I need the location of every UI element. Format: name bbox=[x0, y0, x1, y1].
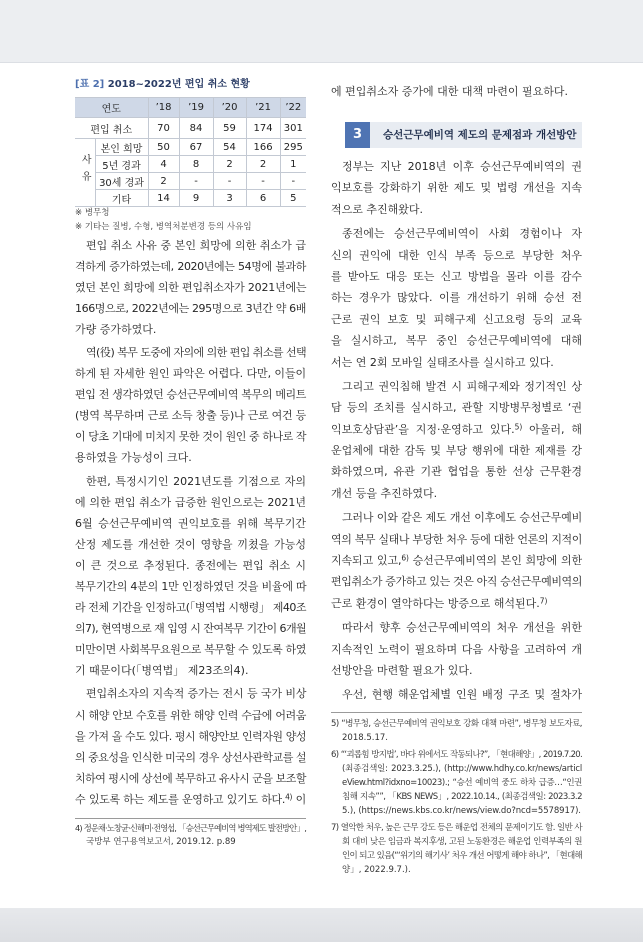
row-label: 기타 bbox=[95, 190, 148, 207]
text-line: 개선 등을 추진하였다. bbox=[331, 486, 438, 500]
text-line: 치하여 평시에 상선에 복무하고 유사시 군을 보조할 bbox=[75, 771, 306, 785]
table-cell: 14 bbox=[148, 190, 179, 207]
table-row-total bbox=[75, 118, 306, 139]
text-line: 을 실시하고, 복무 중인 승선근무예비역에 대해 bbox=[331, 334, 582, 348]
footnote-ref: 7) bbox=[539, 596, 548, 606]
text-segment: 지속되고 있고, bbox=[331, 554, 402, 568]
paragraph bbox=[75, 471, 306, 682]
text-line: (병역 복무하며 근로 소득 창출 등)나 근로 여건 등 bbox=[75, 409, 306, 423]
footnote-divider bbox=[331, 712, 582, 713]
paragraph bbox=[75, 683, 306, 810]
paragraph bbox=[331, 223, 582, 373]
paragraph bbox=[75, 235, 306, 340]
footnote bbox=[331, 821, 582, 877]
text-line: 6월 승선근무예비역 권익보호를 위해 복무기간 bbox=[75, 516, 306, 530]
footnote-ref: 6) bbox=[401, 553, 409, 563]
text-line: 미만이면 사회복무요원으로 복무할 수 있도록 하였 bbox=[75, 643, 306, 657]
table-cell: - bbox=[280, 173, 306, 190]
text-line: 편입취소자의 지속적 증가는 전시 등 국가 비상 bbox=[86, 687, 307, 701]
text-line: 이 당초 기대에 미치지 못한 것이 원인 중 하나로 작 bbox=[75, 430, 306, 444]
header-year: ’19 bbox=[179, 98, 213, 118]
cancellation-table bbox=[75, 97, 306, 207]
row-label: 30세 경과 bbox=[95, 173, 148, 190]
text-line: 였던 본인 희망에 의한 편입취소자가 2021년에는 bbox=[75, 280, 307, 294]
table-cell: 54 bbox=[213, 139, 246, 156]
text-line: 적으로 추진해왔다. bbox=[331, 202, 424, 216]
footnote bbox=[75, 821, 306, 849]
table-caption bbox=[75, 78, 306, 92]
text-line bbox=[75, 789, 306, 810]
footnote-line: eView.html?idxno=10023).; “승선 예비역 중도 하차 급증…“인권 bbox=[342, 778, 582, 788]
text-line: 운업체에 대한 감독 및 부당 행위에 대한 제재를 강 bbox=[331, 444, 582, 458]
text-line: 익보호를 강화하기 위한 제도 및 법령 개선을 지속 bbox=[331, 181, 582, 195]
text-line: 시 해양 안보 수호를 위한 해양 인력 수급에 어려움 bbox=[75, 708, 306, 722]
section-title: 승선근무예비역 제도의 문제점과 개선방안 bbox=[370, 122, 582, 148]
table-header-row bbox=[75, 98, 306, 118]
paragraph bbox=[331, 376, 582, 504]
stat-table bbox=[75, 97, 306, 207]
text-line: 선방안을 마련할 필요가 있다. bbox=[331, 663, 473, 677]
footnote bbox=[331, 748, 582, 818]
header-band bbox=[0, 0, 643, 63]
table-row bbox=[75, 156, 306, 173]
table-cell: 174 bbox=[246, 118, 280, 139]
table-cell: 8 bbox=[179, 156, 213, 173]
text-line: 가량 증가하였다. bbox=[75, 322, 157, 336]
table-number: [표 2] bbox=[75, 79, 105, 90]
text-line bbox=[331, 593, 582, 614]
text-segment: 승선근무예비역의 본인 희망에 의한 bbox=[408, 554, 582, 568]
table-cell: 50 bbox=[148, 139, 179, 156]
table-cell: - bbox=[246, 173, 280, 190]
table-cell: 70 bbox=[148, 118, 179, 139]
right-footnotes bbox=[331, 717, 582, 877]
table-row bbox=[75, 173, 306, 190]
text-line: 하게 된 자세한 원인 파악은 어렵다. 다만, 이들이 bbox=[75, 367, 306, 381]
paragraph bbox=[331, 617, 582, 681]
table-cell: 9 bbox=[179, 190, 213, 207]
table-cell: - bbox=[179, 173, 213, 190]
table-row bbox=[75, 190, 306, 207]
table-cell: 2 bbox=[148, 173, 179, 190]
table-cell: 84 bbox=[179, 118, 213, 139]
text-line: 에 편입취소자 증가에 대한 대책 마련이 필요하다. bbox=[331, 85, 568, 98]
text-line: 이 큰 것으로 추정된다. 종전에는 편입 취소 시 bbox=[75, 558, 306, 572]
text-line: 에 의한 편입 취소가 급증한 원인으로는 2021년 bbox=[75, 495, 306, 509]
footnote-line: (최종검색일: 2023.3.25.), (http://www.hdhy.co.kr/news/articl bbox=[342, 764, 582, 774]
footnote-line: 5) “병무청, 승선근무예비역 권익보호 강화 대책 마련”, 병무청 보도자료, bbox=[331, 719, 582, 729]
text-line: 그리고 권익침해 발견 시 피해구제와 정기적인 상 bbox=[342, 379, 582, 393]
header-year: ’18 bbox=[148, 98, 179, 118]
table-cell: 3 bbox=[213, 190, 246, 207]
text-line: 기 때문이다(「병역법」 제23조의4). bbox=[75, 664, 249, 678]
text-line: 따라서 향후 승선근무예비역의 처우 개선을 위한 bbox=[342, 621, 582, 635]
paragraph bbox=[75, 342, 306, 469]
text-line: 를 받아도 대응 또는 신고 방법을 몰라 이를 감수 bbox=[331, 269, 582, 283]
text-line: 편입취소가 증가하고 있는 것은 아직 승선근무예비역의 bbox=[331, 575, 582, 589]
paragraph bbox=[331, 684, 582, 705]
footer-band bbox=[0, 908, 643, 942]
text-segment: 이 bbox=[292, 792, 306, 806]
table-cell: 5 bbox=[280, 190, 306, 207]
header-year: ’20 bbox=[213, 98, 246, 118]
header-year: ’22 bbox=[280, 98, 306, 118]
footnote-ref: 4) bbox=[285, 792, 293, 802]
table-notes bbox=[75, 206, 306, 234]
footnote-line: 5.), (https://news.kbs.co.kr/news/view.do?ncd=5578917). bbox=[342, 806, 581, 816]
text-line bbox=[331, 550, 582, 571]
text-line: 정부는 지난 2018년 이후 승선근무예비역의 권 bbox=[342, 160, 582, 173]
group-label: 사유 bbox=[79, 154, 91, 188]
table-cell: 2 bbox=[213, 156, 246, 173]
paragraph bbox=[331, 507, 582, 614]
table-cell: 6 bbox=[246, 190, 280, 207]
text-line: 을 가져 올 수도 있다. 평시 해양안보 인력자원 양성 bbox=[75, 729, 306, 743]
text-line: 우선, 현행 해운업체별 인원 배정 구조 및 절차가 bbox=[342, 688, 582, 702]
table-cell: 1 bbox=[280, 156, 306, 173]
row-label: 편입 취소 bbox=[75, 118, 148, 139]
paragraph bbox=[331, 156, 582, 220]
table-cell: 67 bbox=[179, 139, 213, 156]
text-line: 용하였을 가능성이 크다. bbox=[75, 451, 192, 465]
footnote-line: 인이 되고 있음(“‘위기의 해기사’ 처우 개선 어떻게 해야 하나”, 「현대해 bbox=[342, 851, 582, 861]
table-remark-note: ※ 기타는 질병, 수형, 병역처분변경 등의 사유임 bbox=[75, 222, 252, 232]
footnote-divider bbox=[75, 818, 306, 819]
text-line bbox=[331, 419, 582, 440]
table-cell: 59 bbox=[213, 118, 246, 139]
table-cell: 4 bbox=[148, 156, 179, 173]
text-line: 신의 권익에 대한 인식 부족 등으로 부당한 처우 bbox=[331, 248, 582, 262]
footnote-line: 4) 정운채·노창균·신해미·전영섭, 「승선근무예비역 병역제도 발전방안」, bbox=[75, 823, 306, 833]
footnote-line: 양」, 2022.9.7.). bbox=[342, 865, 411, 875]
table-cell: 2 bbox=[246, 156, 280, 173]
text-line: 한편, 특정시기인 2021년도를 기점으로 자의 bbox=[86, 474, 306, 488]
text-segment: 근로 환경이 열악하다는 방증으로 해석된다. bbox=[331, 596, 540, 610]
table-source-note: ※ 병무청 bbox=[75, 208, 110, 218]
section-number: 3 bbox=[345, 122, 370, 148]
row-label: 5년 경과 bbox=[95, 156, 148, 173]
left-footnotes bbox=[75, 821, 306, 849]
text-line: 라 전체 기간을 인정하고(「병역법 시행령」 제40조 bbox=[75, 601, 306, 615]
text-line: 의7), 현역병으로 재 입영 시 잔여복무 기간이 6개월 bbox=[75, 622, 306, 636]
text-line: 지속적인 노력이 필요하며 다음 사항을 고려하여 개 bbox=[331, 642, 582, 656]
text-line: 그러나 이와 같은 제도 개선 이후에도 승선근무예비 bbox=[342, 511, 582, 525]
text-line: 편입 취소 사유 중 본인 희망에 의한 취소가 급 bbox=[86, 238, 306, 252]
text-line: 편입 전 생각하였던 승선근무예비역 복무의 메리트 bbox=[75, 388, 306, 402]
text-line: 서는 연 2회 모바일 실태조사를 실시하고 있다. bbox=[331, 355, 554, 369]
footnote-line: 6) “‘괴롭힘 방지법’, 바다 위에서도 작동되나?”, 「현대해양」, 2019.7.20. bbox=[331, 750, 582, 760]
footnote-line: 회 대비 낮은 임금과 복지후생, 고된 노동환경은 해운업 인력부족의 원 bbox=[342, 837, 582, 847]
group-label-cell bbox=[75, 139, 95, 207]
table-cell: 166 bbox=[246, 139, 280, 156]
text-line: 역(役) 복무 도중에 자의에 의한 편입 취소를 선택 bbox=[86, 345, 306, 359]
table-title: 2018~2022년 편입 취소 현황 bbox=[107, 79, 250, 90]
section-heading bbox=[345, 122, 582, 148]
table-cell: 295 bbox=[280, 139, 306, 156]
right-column-body bbox=[331, 156, 582, 706]
text-line: 격하게 증가하였는데, 2020년에는 54명에 불과하 bbox=[75, 259, 306, 273]
text-line: 복무기간의 4분의 1만 인정하였던 것을 비율에 따 bbox=[75, 580, 307, 593]
footnote bbox=[331, 717, 582, 745]
text-line: 종전에는 승선근무예비역이 사회 경험이나 자 bbox=[342, 227, 582, 241]
text-line: 의 중요성을 인식한 미국의 경우 상선사관학교를 설 bbox=[75, 750, 306, 764]
text-segment: 수 있도록 하는 제도를 운영하고 있기도 하다. bbox=[75, 792, 286, 806]
header-year: ’21 bbox=[246, 98, 280, 118]
footnote-line: 국방부 연구용역보고서, 2019.12. p.89 bbox=[86, 837, 236, 847]
text-line: 166명으로, 2022년에는 295명으로 3년간 약 6배 bbox=[75, 301, 306, 315]
table-cell: 301 bbox=[280, 118, 306, 139]
text-line: 화하였으며, 유관 기관 협업을 통한 선상 근무환경 bbox=[331, 465, 582, 479]
continued-paragraph bbox=[331, 81, 582, 102]
table-row bbox=[75, 139, 306, 156]
text-segment: 익보호상담관’을 지정·운영하고 있다. bbox=[331, 422, 515, 436]
header-year-label: 연도 bbox=[75, 98, 148, 118]
footnote-line: 2018.5.17. bbox=[342, 733, 388, 743]
text-line: 산정 제도를 개선한 것이 영향을 끼쳤을 가능성 bbox=[75, 537, 306, 551]
left-column-body bbox=[75, 235, 306, 811]
text-line: 역의 복무 실태나 부당한 처우 등에 대한 언론의 지적이 bbox=[331, 532, 582, 546]
text-segment: 아울러, 해 bbox=[522, 422, 583, 436]
footnote-ref: 5) bbox=[514, 421, 523, 431]
footnote-line: 침해 지속””, 「KBS NEWS」, 2022.10.14., (최종검색일: 2023.3.2 bbox=[342, 792, 582, 802]
row-label: 본인 희망 bbox=[95, 139, 148, 156]
text-line: 근로 권익 보호 및 피해구제 신고요령 등의 교육 bbox=[331, 312, 582, 326]
table-cell: - bbox=[213, 173, 246, 190]
text-line: 담 등의 조치를 실시하고, 관할 지방병무청별로 ‘권 bbox=[331, 401, 582, 415]
footnote-line: 7) 열악한 처우, 높은 근무 강도 등은 해운업 전체의 문제이기도 함. 일반 사 bbox=[331, 823, 582, 833]
text-line: 하는 경우가 많았다. 이를 개선하기 위해 승선 전 bbox=[331, 291, 582, 305]
